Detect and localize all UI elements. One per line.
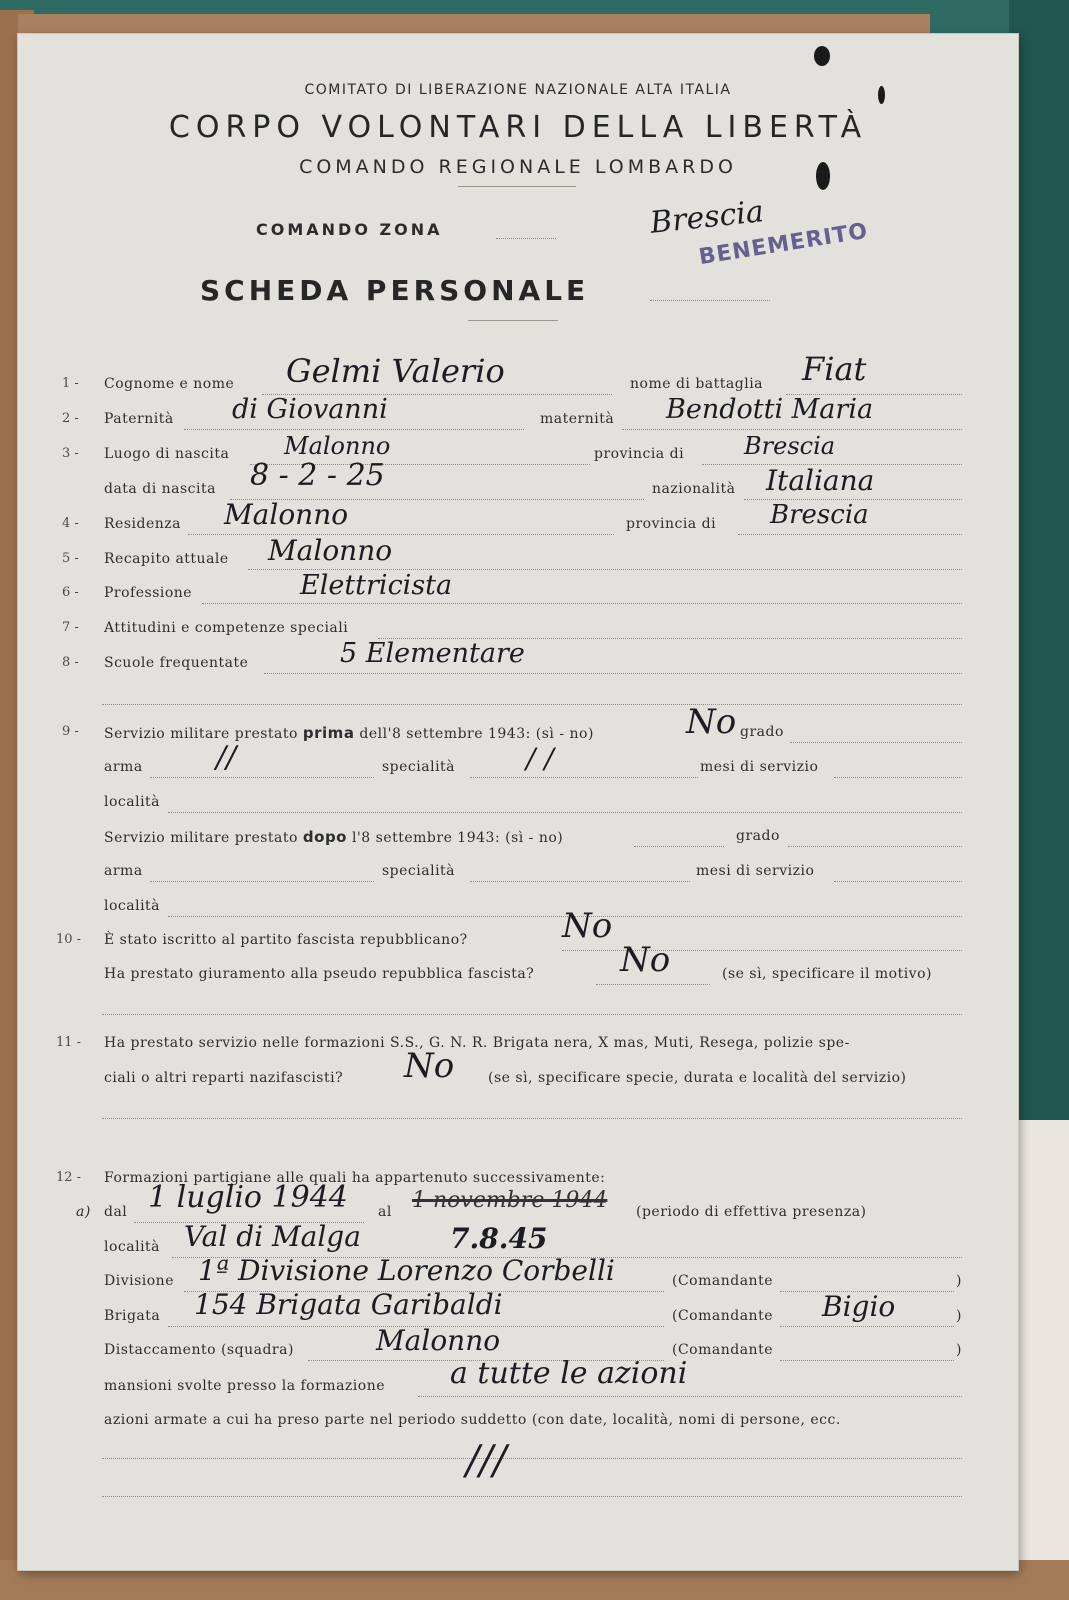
- residence-value: Malonno: [224, 498, 349, 531]
- profession-label: Professione: [104, 585, 193, 601]
- zone-label: COMANDO ZONA: [256, 220, 443, 239]
- residence-province-label: provincia di: [626, 516, 717, 532]
- service-before-date: dell'8 settembre 1943: (sì - no): [359, 726, 594, 742]
- brigade-commander-label: (Comandante: [672, 1308, 773, 1324]
- arm-value: //: [216, 740, 237, 775]
- specialty-value: / /: [526, 742, 554, 775]
- dotted-line: [102, 1014, 962, 1015]
- header-command: COMANDO REGIONALE LOMBARDO: [299, 156, 737, 178]
- armed-actions-value: ///: [466, 1438, 507, 1484]
- birthplace-value: Malonno: [284, 432, 391, 460]
- service-after-date: l'8 settembre 1943: (sì - no): [351, 830, 564, 846]
- page-title: SCHEDA PERSONALE: [200, 274, 590, 307]
- item-number: 3 -: [62, 446, 79, 461]
- zone-value: Brescia: [648, 194, 766, 241]
- background-right: [1009, 0, 1069, 1600]
- dotted-line: [622, 429, 962, 430]
- residence-province-value: Brescia: [770, 500, 869, 530]
- oath-note: (se sì, specificare il motivo): [722, 966, 932, 982]
- dotted-line: [788, 846, 962, 847]
- item-number: 7 -: [62, 620, 79, 635]
- formation-locality-label: località: [104, 1239, 161, 1255]
- arm-label: arma: [104, 759, 143, 775]
- paren-close: ): [956, 1308, 962, 1324]
- personal-record-sheet: [18, 34, 1018, 1570]
- item-number: 5 -: [62, 551, 79, 566]
- birth-date-label: data di nascita: [104, 481, 216, 497]
- service-before-value: No: [686, 702, 737, 742]
- oath-question: Ha prestato giuramento alla pseudo repubblica fascista?: [104, 966, 535, 982]
- division-commander-label: (Comandante: [672, 1273, 773, 1289]
- dotted-line: [634, 846, 724, 847]
- armed-actions-label: azioni armate a cui ha preso parte nel periodo suddetto (con date, località, nomi di persone, ecc.: [104, 1412, 841, 1428]
- dotted-line: [168, 812, 962, 813]
- nazifascist-service-question: Ha prestato servizio nelle formazioni S.S., G. N. R. Brigata nera, X mas, Muti, Resega, polizie spe-: [104, 1035, 850, 1051]
- header-corps: CORPO VOLONTARI DELLA LIBERTÀ: [168, 110, 868, 145]
- service-after-label: [104, 828, 563, 846]
- item-number: 2 -: [62, 411, 79, 426]
- schools-label: Scuole frequentate: [104, 655, 249, 671]
- dotted-line: [188, 534, 614, 535]
- service-before-label: [104, 724, 594, 742]
- ink-blot: [814, 46, 830, 66]
- schools-value: 5 Elementare: [340, 638, 525, 669]
- item-number: 6 -: [62, 585, 79, 600]
- arm-after-label: arma: [104, 863, 143, 879]
- detachment-commander-label: (Comandante: [672, 1342, 773, 1358]
- dotted-line: [780, 1360, 954, 1361]
- period-note: (periodo di effettiva presenza): [636, 1204, 867, 1220]
- birthplace-label: Luogo di nascita: [104, 446, 230, 462]
- battle-name-label: nome di battaglia: [630, 376, 764, 392]
- battle-name-value: Fiat: [802, 350, 867, 388]
- dotted-line: [202, 603, 962, 604]
- birth-date-value: 8 - 2 - 25: [250, 458, 385, 493]
- fascist-party-answer: No: [562, 906, 613, 946]
- dotted-line: [418, 1396, 962, 1397]
- duties-value: a tutte le azioni: [450, 1356, 688, 1391]
- item-number: 4 -: [62, 516, 79, 531]
- specialty-after-label: specialità: [382, 863, 456, 879]
- from-value: 1 luglio 1944: [148, 1180, 348, 1215]
- item-number: 11 -: [56, 1035, 82, 1050]
- dotted-line: [470, 777, 698, 778]
- dotted-line: [102, 1458, 962, 1459]
- divider: [468, 320, 558, 321]
- division-value: 1ª Divisione Lorenzo Corbelli: [198, 1254, 615, 1287]
- paternity-label: Paternità: [104, 411, 174, 427]
- current-address-value: Malonno: [268, 534, 393, 567]
- paternity-value: di Giovanni: [232, 394, 388, 425]
- item-number: 8 -: [62, 655, 79, 670]
- background-cloth: [1009, 1120, 1069, 1600]
- nationality-label: nazionalità: [652, 481, 736, 497]
- oath-answer: No: [620, 940, 671, 980]
- item-number: 9 -: [62, 724, 79, 739]
- skills-label: Attitudini e competenze speciali: [104, 620, 349, 636]
- from-label: dal: [104, 1204, 128, 1220]
- dotted-line: [184, 429, 524, 430]
- service-before-keyword: prima: [302, 724, 355, 742]
- division-label: Divisione: [104, 1273, 174, 1289]
- months-after-label: mesi di servizio: [696, 863, 815, 879]
- dotted-line: [496, 238, 556, 239]
- residence-label: Residenza: [104, 516, 181, 532]
- rank-label: grado: [740, 724, 784, 740]
- maternity-value: Bendotti Maria: [666, 394, 874, 425]
- maternity-label: maternità: [540, 411, 615, 427]
- dotted-line: [150, 881, 374, 882]
- paren-close: ): [956, 1273, 962, 1289]
- birth-province-label: provincia di: [594, 446, 685, 462]
- dotted-line: [650, 300, 770, 301]
- dotted-line: [790, 742, 962, 743]
- formation-a-marker: a): [76, 1204, 91, 1220]
- detachment-label: Distaccamento (squadra): [104, 1342, 294, 1358]
- service-after-keyword: dopo: [302, 828, 347, 846]
- nationality-value: Italiana: [766, 464, 875, 497]
- to-value: 7.8.45: [450, 1222, 548, 1255]
- surname-name-label: Cognome e nome: [104, 376, 235, 392]
- service-before-text: Servizio militare prestato: [104, 726, 298, 742]
- item-number: 10 -: [56, 932, 82, 947]
- current-address-label: Recapito attuale: [104, 551, 229, 567]
- dotted-line: [596, 984, 710, 985]
- months-label: mesi di servizio: [700, 759, 819, 775]
- brigade-value: 154 Brigata Garibaldi: [194, 1288, 503, 1321]
- nazifascist-service-answer: No: [404, 1046, 455, 1086]
- specialty-label: specialità: [382, 759, 456, 775]
- fascist-party-question: È stato iscritto al partito fascista repubblicano?: [104, 932, 468, 948]
- dotted-line: [738, 534, 962, 535]
- header-committee: COMITATO DI LIBERAZIONE NAZIONALE ALTA ITALIA: [304, 82, 732, 98]
- nazifascist-service-question-cont: ciali o altri reparti nazifascisti?: [104, 1070, 344, 1086]
- dotted-line: [834, 777, 962, 778]
- detachment-value: Malonno: [376, 1324, 501, 1357]
- dotted-line: [102, 1496, 962, 1497]
- birth-province-value: Brescia: [744, 432, 836, 460]
- dotted-line: [470, 881, 690, 882]
- brigade-commander-value: Bigio: [822, 1290, 896, 1323]
- rank-after-label: grado: [736, 828, 780, 844]
- divider: [458, 186, 576, 187]
- to-label: al: [378, 1204, 392, 1220]
- duties-label: mansioni svolte presso la formazione: [104, 1378, 386, 1394]
- surname-name-value: Gelmi Valerio: [286, 352, 505, 390]
- formation-locality-value: Val di Malga: [184, 1220, 361, 1253]
- paren-close: ): [956, 1342, 962, 1358]
- dotted-line: [264, 673, 962, 674]
- item-number: 12 -: [56, 1170, 82, 1185]
- dotted-line: [102, 1118, 962, 1119]
- nazifascist-service-note: (se sì, specificare specie, durata e località del servizio): [488, 1070, 907, 1086]
- dotted-line: [834, 881, 962, 882]
- dotted-line: [150, 777, 374, 778]
- service-after-text: Servizio militare prestato: [104, 830, 298, 846]
- dotted-line: [780, 1326, 954, 1327]
- brigade-label: Brigata: [104, 1308, 161, 1324]
- to-value-struck: 1 novembre 1944: [412, 1188, 608, 1213]
- formations-intro: Formazioni partigiane alle quali ha appartenuto successivamente:: [104, 1170, 606, 1186]
- dotted-line: [102, 704, 962, 705]
- locality-label: località: [104, 794, 161, 810]
- locality-after-label: località: [104, 898, 161, 914]
- benemerito-stamp: BENEMERITO: [697, 218, 870, 271]
- item-number: 1 -: [62, 376, 79, 391]
- profession-value: Elettricista: [300, 570, 453, 601]
